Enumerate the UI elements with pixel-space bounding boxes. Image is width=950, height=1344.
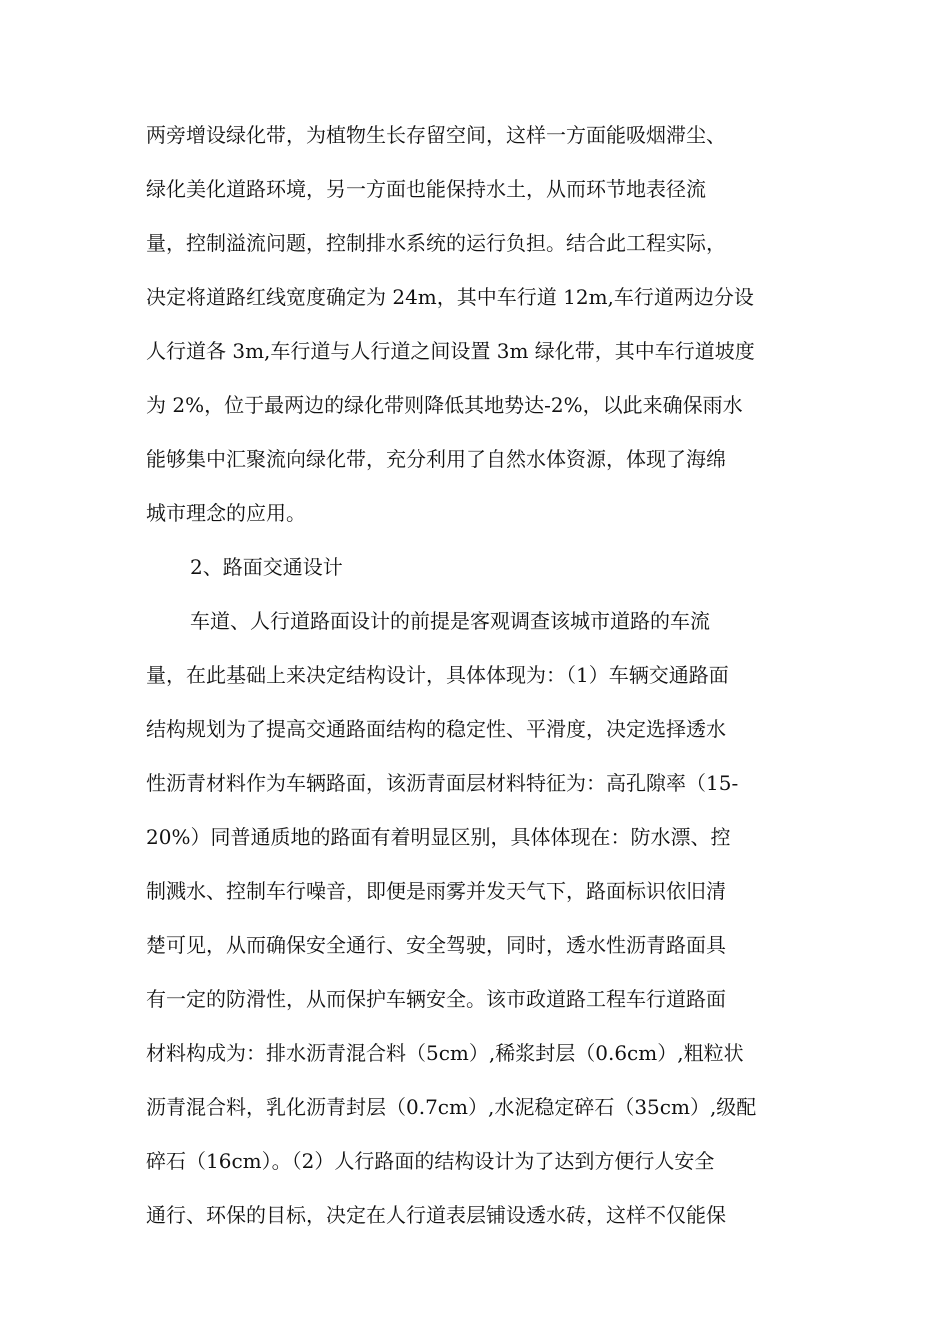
text-line: 楚可见，从而确保安全通行、安全驾驶，同时，透水性沥青路面具	[146, 933, 726, 957]
text-line: 车道、人行道路面设计的前提是客观调查该城市道路的车流	[190, 609, 710, 633]
text-line: 量，在此基础上来决定结构设计，具体体现为：（1）车辆交通路面	[146, 663, 729, 687]
text-line: 材料构成为：排水沥青混合料（5cm）,稀浆封层（0.6cm）,粗粒状	[146, 1041, 744, 1065]
section-heading: 2、路面交通设计	[190, 555, 343, 579]
text-line: 沥青混合料，乳化沥青封层（0.7cm）,水泥稳定碎石（35cm）,级配	[146, 1095, 757, 1119]
text-line: 性沥青材料作为车辆路面，该沥青面层材料特征为：高孔隙率（15-	[146, 771, 739, 795]
text-line: 城市理念的应用。	[146, 501, 306, 525]
text-line: 制溅水、控制车行噪音，即便是雨雾并发天气下，路面标识依旧清	[146, 879, 726, 903]
text-line: 通行、环保的目标，决定在人行道表层铺设透水砖，这样不仅能保	[146, 1203, 726, 1227]
text-line: 20%）同普通质地的路面有着明显区别，具体体现在：防水漂、控	[146, 825, 731, 849]
text-line: 两旁增设绿化带，为植物生长存留空间，这样一方面能吸烟滞尘、	[146, 123, 726, 147]
text-line: 决定将道路红线宽度确定为 24m，其中车行道 12m,车行道两边分设	[146, 285, 754, 309]
text-line: 有一定的防滑性，从而保护车辆安全。该市政道路工程车行道路面	[146, 987, 726, 1011]
text-line: 为 2%，位于最两边的绿化带则降低其地势达-2%，以此来确保雨水	[146, 393, 743, 417]
text-line: 结构规划为了提高交通路面结构的稳定性、平滑度，决定选择透水	[146, 717, 726, 741]
text-line: 碎石（16cm）。（2）人行路面的结构设计为了达到方便行人安全	[146, 1149, 715, 1173]
text-line: 人行道各 3m,车行道与人行道之间设置 3m 绿化带，其中车行道坡度	[146, 339, 755, 363]
text-line: 能够集中汇聚流向绿化带，充分利用了自然水体资源，体现了海绵	[146, 447, 726, 471]
text-line: 绿化美化道路环境，另一方面也能保持水土，从而环节地表径流	[146, 177, 706, 201]
text-line: 量，控制溢流问题，控制排水系统的运行负担。结合此工程实际，	[146, 231, 726, 255]
